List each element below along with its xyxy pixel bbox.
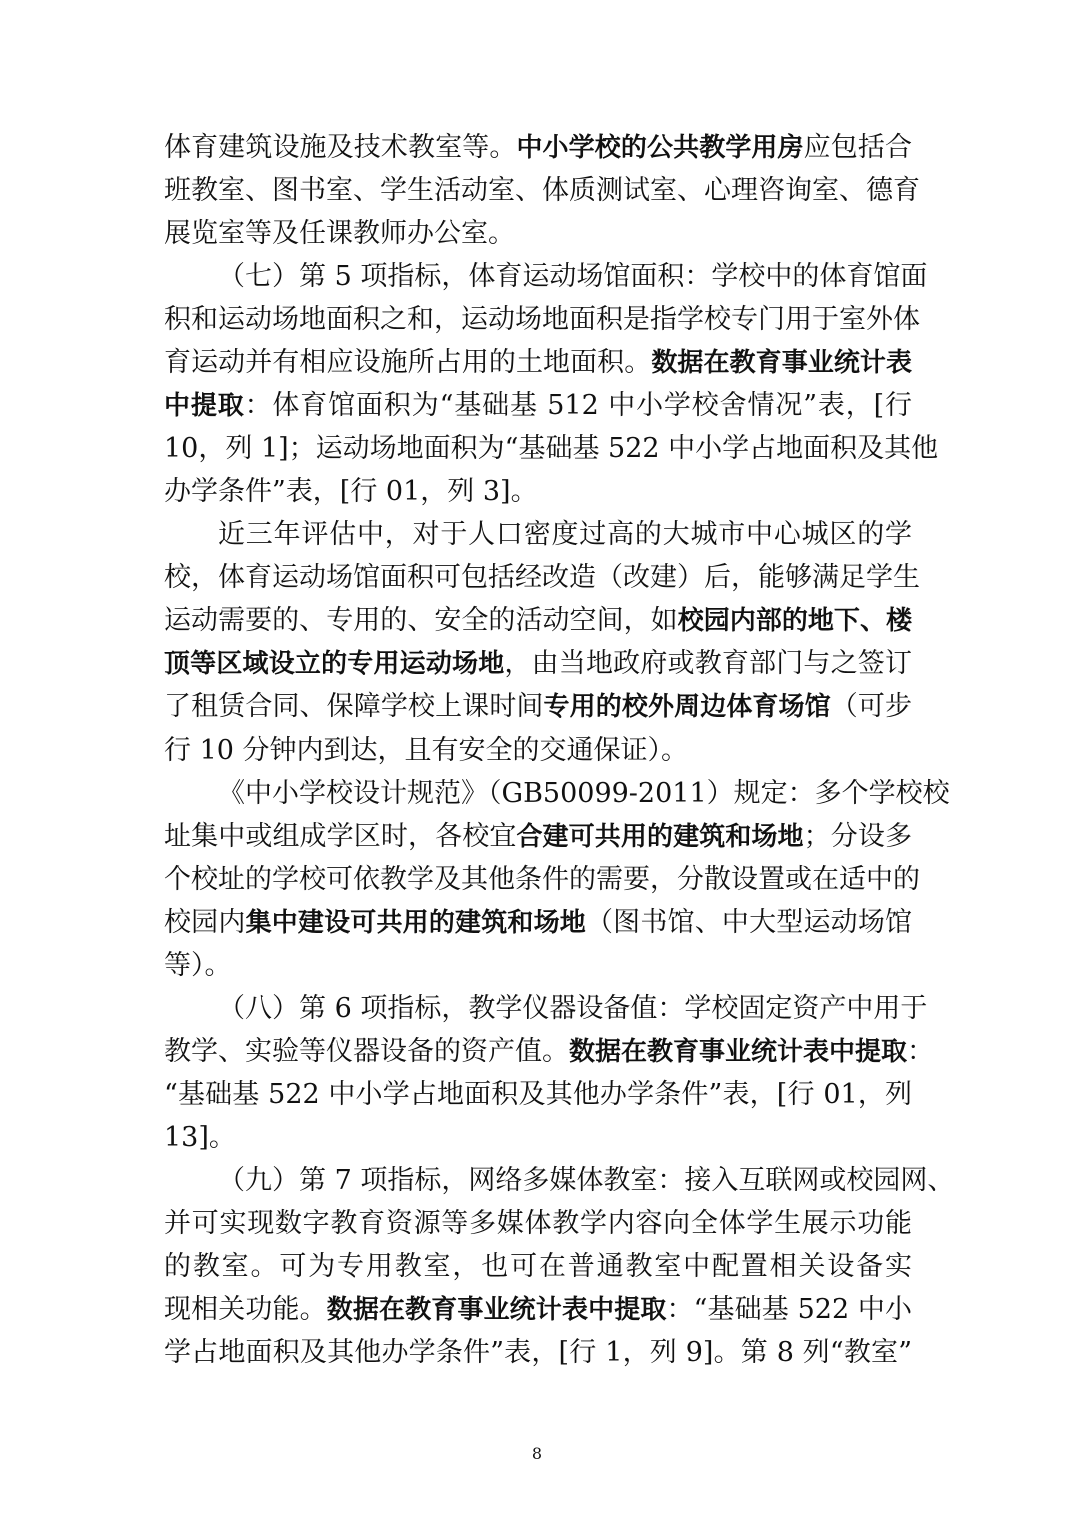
text-segment: 13]。	[164, 1122, 236, 1153]
emphasized-text: 校园内部的地下、楼	[677, 606, 912, 636]
text-segment: 育运动并有相应设施所占用的土地面积。	[164, 347, 652, 378]
text-segment: 班教室、图书室、学生活动室、体质测试室、心理咨询室、德育	[164, 175, 920, 206]
text-segment: 址集中或组成学区时，各校宜	[164, 821, 517, 852]
text-segment: （九）第 7 项指标，网络多媒体教室：接入互联网或校园网、	[218, 1165, 955, 1196]
text-segment: ，由当地政府或教育部门与之签订	[504, 648, 912, 679]
emphasized-text: 数据在教育事业统计表	[651, 348, 912, 378]
text-segment: （七）第 5 项指标，体育运动场馆面积：学校中的体育馆面	[218, 261, 928, 292]
text-segment: 并可实现数字教育资源等多媒体教学内容向全体学生展示功能	[164, 1208, 912, 1239]
emphasized-text: 专用的校外周边体育场馆	[543, 692, 831, 722]
text-line	[218, 261, 928, 292]
text-segment: 办学条件”表，[行 01，列 3]。	[164, 476, 538, 507]
text-line	[164, 692, 912, 722]
emphasized-text: 中提取	[164, 391, 245, 421]
text-line	[164, 864, 920, 895]
text-line	[164, 304, 920, 335]
emphasized-text: 顶等区域设立的专用运动场地	[164, 649, 505, 679]
emphasized-text: 数据在教育事业统计表中提取	[569, 1037, 908, 1067]
text-segment: 展览室等及任课教师办公室。	[164, 218, 515, 249]
text-segment: 现相关功能。	[164, 1294, 327, 1325]
text-segment: 个校址的学校可依教学及其他条件的需要，分散设置或在适中的	[164, 864, 920, 895]
text-line	[164, 348, 912, 378]
text-line	[164, 219, 912, 249]
text-line	[164, 951, 912, 981]
text-segment: 行 10 分钟内到达，且有安全的交通保证）。	[164, 735, 689, 766]
text-line	[164, 1252, 912, 1282]
text-segment: （可步	[830, 691, 912, 722]
text-line	[164, 822, 912, 852]
text-segment: ：“基础基 522 中小	[666, 1294, 912, 1325]
page-number: 8	[531, 1444, 543, 1463]
text-segment: 《中小学校设计规范》（GB50099-2011）规定：多个学校校	[218, 778, 950, 809]
text-line	[164, 1036, 935, 1067]
text-line	[164, 477, 912, 507]
text-line	[164, 908, 912, 938]
text-line	[164, 1123, 912, 1153]
text-segment: ；分设多	[803, 821, 912, 852]
text-line	[164, 1338, 912, 1368]
emphasized-text: 数据在教育事业统计表中提取	[326, 1295, 667, 1325]
text-segment: 10，列 1]；运动场地面积为“基础基 522 中小学占地面积及其他	[164, 433, 939, 464]
text-segment: 运动需要的、专用的、安全的活动空间，如	[164, 605, 678, 636]
text-line	[218, 1165, 955, 1196]
text-segment: 的教室。可为专用教室，也可在普通教室中配置相关设备实	[164, 1251, 912, 1282]
text-segment: 应包括合	[803, 132, 912, 163]
text-segment: 校园内	[164, 907, 246, 938]
text-line	[164, 175, 920, 206]
text-line	[164, 1080, 912, 1110]
text-segment: （图书馆、中大型运动场馆	[585, 907, 912, 938]
text-segment: 学占地面积及其他办学条件”表，[行 1，列 9]。第 8 列“教室”	[164, 1337, 912, 1368]
text-line	[164, 391, 912, 421]
text-line	[164, 736, 912, 766]
text-segment: ：体育馆面积为“基础基 512 中小学校舍情况”表，[行	[244, 390, 912, 421]
text-line	[218, 993, 928, 1024]
text-line	[164, 1209, 912, 1239]
text-line	[164, 606, 912, 636]
text-segment: ：	[907, 1036, 935, 1067]
text-line	[164, 433, 939, 464]
text-line	[164, 562, 920, 593]
text-line	[164, 1295, 912, 1325]
text-segment: 了租赁合同、保障学校上课时间	[164, 691, 544, 722]
text-line	[164, 649, 912, 679]
text-segment: 教学、实验等仪器设备的资产值。	[164, 1036, 569, 1067]
text-segment: 校，体育运动场馆面积可包括经改造（改建）后，能够满足学生	[164, 562, 920, 593]
emphasized-text: 合建可共用的建筑和场地	[516, 822, 804, 852]
text-segment: 体育建筑设施及技术教室等。	[164, 132, 517, 163]
text-segment: “基础基 522 中小学占地面积及其他办学条件”表，[行 01，列	[164, 1079, 912, 1110]
text-segment: （八）第 6 项指标，教学仪器设备值：学校固定资产中用于	[218, 993, 928, 1024]
text-line	[218, 778, 950, 809]
text-segment: 积和运动场地面积之和，运动场地面积是指学校专门用于室外体	[164, 304, 920, 335]
text-line	[164, 133, 912, 163]
text-segment: 近三年评估中，对于人口密度过高的大城市中心城区的学	[218, 519, 912, 550]
text-segment: 等）。	[164, 950, 232, 981]
emphasized-text: 集中建设可共用的建筑和场地	[245, 908, 586, 938]
text-line	[218, 520, 912, 550]
emphasized-text: 中小学校的公共教学用房	[516, 133, 804, 163]
